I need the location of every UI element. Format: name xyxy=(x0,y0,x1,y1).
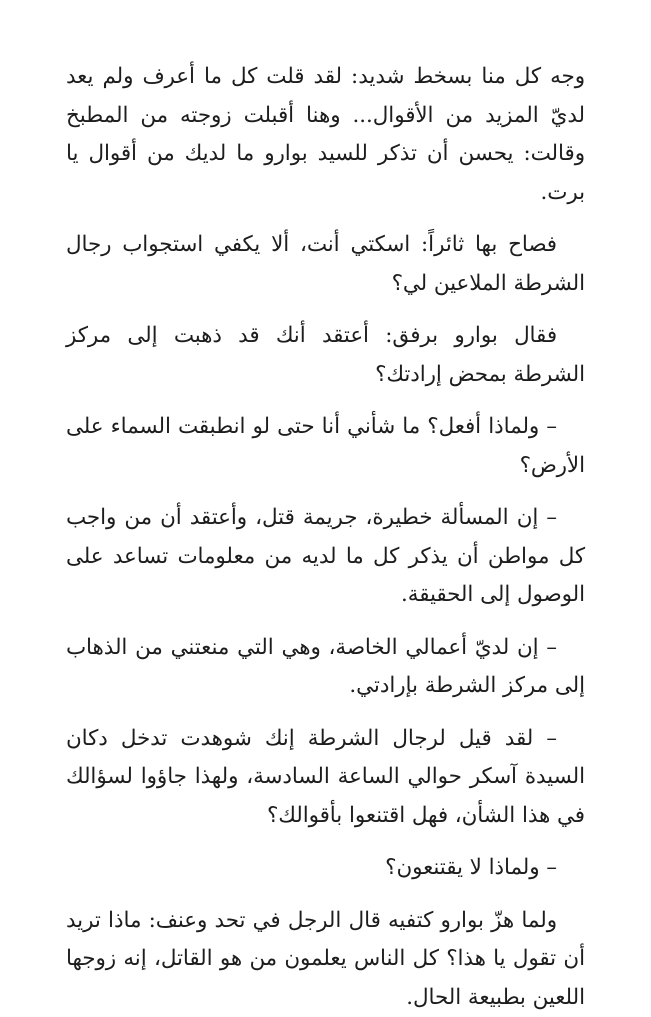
paragraph-9: ولما هزّ بوارو كتفيه قال الرجل في تحد وعنف: ماذا تريد أن تقول يا هذا؟ كل الناس يعلمون من هو القاتل، إنه زوجها اللعين بطبيعة الحال. xyxy=(66,902,585,1017)
paragraph-3: فقال بوارو برفق: أعتقد أنك قد ذهبت إلى مركز الشرطة بمحض إرادتك؟ xyxy=(66,317,585,394)
paragraph-6: – إن لديّ أعمالي الخاصة، وهي التي منعتني من الذهاب إلى مركز الشرطة بإرادتي. xyxy=(66,629,585,706)
paragraph-2: فصاح بها ثائراً: اسكتي أنت، ألا يكفي استجواب رجال الشرطة الملاعين لي؟ xyxy=(66,226,585,303)
paragraph-8: – ولماذا لا يقتنعون؟ xyxy=(66,849,585,888)
paragraph-1: وجه كل منا بسخط شديد: لقد قلت كل ما أعرف ولم يعد لديّ المزيد من الأقوال... وهنا أقبلت زوجته من المطبخ وقالت: يحسن أن تذكر للسيد بوارو ما لديك من أقوال يا برت. xyxy=(66,58,585,212)
paragraph-7: – لقد قيل لرجال الشرطة إنك شوهدت تدخل دكان السيدة آسكر حوالي الساعة السادسة، ولهذا جاؤوا لسؤالك في هذا الشأن، فهل اقتنعوا بأقوالك؟ xyxy=(66,720,585,836)
paragraph-4: – ولماذا أفعل؟ ما شأني أنا حتى لو انطبقت السماء على الأرض؟ xyxy=(66,408,585,485)
paragraph-5: – إن المسألة خطيرة، جريمة قتل، وأعتقد أن من واجب كل مواطن أن يذكر كل ما لديه من معلومات تساعد على الوصول إلى الحقيقة. xyxy=(66,499,585,615)
